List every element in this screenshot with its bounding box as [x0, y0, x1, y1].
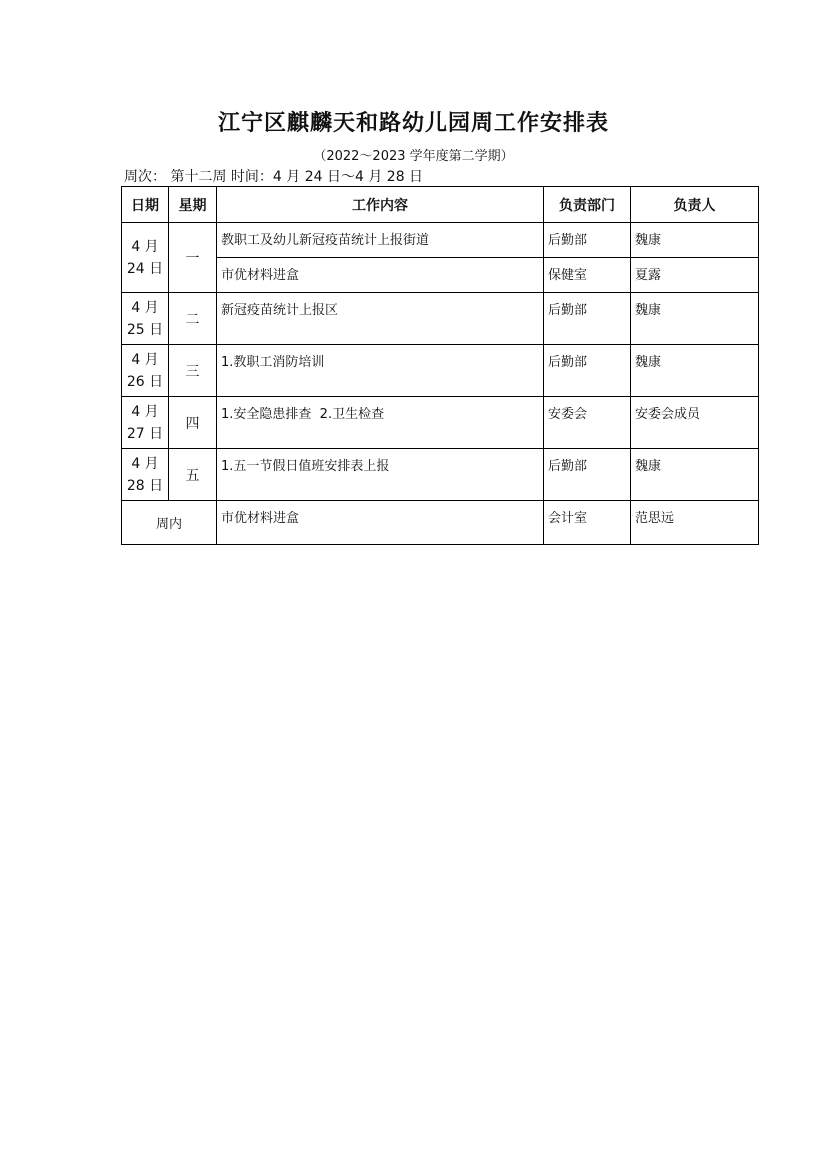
table-header-row	[122, 187, 759, 223]
table-row	[122, 345, 759, 397]
table-row	[122, 501, 759, 545]
semester-subtitle: （2022～2023 学年度第二学期）	[313, 149, 514, 164]
table-row	[122, 223, 759, 258]
header-date: 日期	[122, 187, 169, 223]
department-cell: 后勤部	[544, 223, 631, 258]
date-text: 4 月 27 日	[126, 403, 164, 442]
table-row	[122, 258, 759, 293]
table-row	[122, 397, 759, 449]
weekday-cell: 五	[169, 449, 217, 501]
weekday-cell: 三	[169, 345, 217, 397]
department-cell: 后勤部	[544, 293, 631, 345]
date-text: 4 月 28 日	[126, 455, 164, 494]
content-cell: 市优材料进盒	[217, 258, 544, 293]
department-cell: 安委会	[544, 397, 631, 449]
person-cell: 安委会成员	[631, 397, 759, 449]
date-cell	[122, 449, 169, 501]
week-info	[124, 166, 423, 186]
date-cell	[122, 397, 169, 449]
schedule-table	[121, 186, 759, 545]
person-cell: 魏康	[631, 345, 759, 397]
weekday-cell: 四	[169, 397, 217, 449]
content-cell: 1.五一节假日值班安排表上报	[217, 449, 544, 501]
time-label: 时间：	[230, 169, 273, 185]
header-department: 负责部门	[544, 187, 631, 223]
weekday-cell: 二	[169, 293, 217, 345]
person-cell: 范思远	[631, 501, 759, 545]
date-text: 4 月 26 日	[126, 351, 164, 390]
department-cell: 保健室	[544, 258, 631, 293]
date-text: 4 月 24 日	[126, 238, 164, 277]
time-value: 4 月 24 日～4 月 28 日	[272, 169, 424, 185]
person-cell: 夏露	[631, 258, 759, 293]
content-cell: 1.安全隐患排查 2.卫生检查	[217, 397, 544, 449]
date-cell	[122, 293, 169, 345]
date-cell	[122, 345, 169, 397]
week-label: 周次：	[124, 169, 166, 185]
page-title: 江宁区麒麟天和路幼儿园周工作安排表	[217, 110, 609, 136]
date-cell	[122, 223, 169, 293]
person-cell: 魏康	[631, 449, 759, 501]
content-cell: 新冠疫苗统计上报区	[217, 293, 544, 345]
weekday-cell: 一	[169, 223, 217, 293]
content-cell: 教职工及幼儿新冠疫苗统计上报街道	[217, 223, 544, 258]
content-cell: 市优材料进盒	[217, 501, 544, 545]
person-cell: 魏康	[631, 223, 759, 258]
week-value: 第十二周	[170, 169, 227, 185]
header-weekday: 星期	[169, 187, 217, 223]
header-person: 负责人	[631, 187, 759, 223]
week-cell: 周内	[122, 501, 217, 545]
header-content: 工作内容	[217, 187, 544, 223]
department-cell: 会计室	[544, 501, 631, 545]
person-cell: 魏康	[631, 293, 759, 345]
content-cell: 1.教职工消防培训	[217, 345, 544, 397]
department-cell: 后勤部	[544, 449, 631, 501]
table-row	[122, 293, 759, 345]
date-text: 4 月 25 日	[126, 299, 164, 338]
table-row	[122, 449, 759, 501]
department-cell: 后勤部	[544, 345, 631, 397]
